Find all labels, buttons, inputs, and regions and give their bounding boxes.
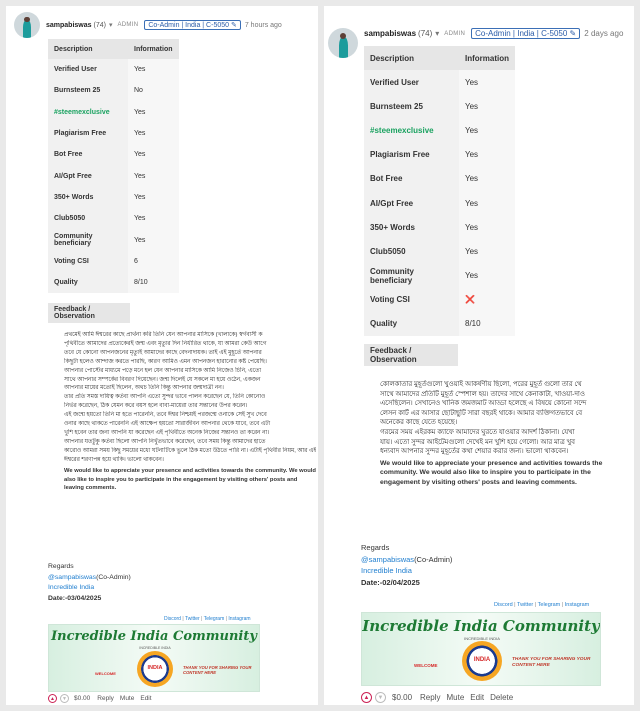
row-value: 8/10	[128, 272, 179, 293]
row-label: Plagiarism Free	[48, 123, 128, 144]
banner-emblem-text: INDIA	[147, 665, 163, 671]
appreciation-text: • We would like to appreciate your presence and activities towards the community. We would also like to inspire you to participate in the engagement by visiting others' posts and leaving comments.	[64, 467, 316, 494]
downvote-icon[interactable]: ▼	[375, 692, 386, 703]
feedback-heading: Feedback / Observation	[48, 303, 130, 323]
community-badge[interactable]: Co-Admin | India | C-5050 ✎	[144, 20, 241, 30]
row-value: Yes	[459, 264, 515, 288]
regards-text: Regards	[361, 543, 390, 552]
signature-community-link[interactable]: Incredible India	[361, 566, 412, 576]
feedback-list	[380, 380, 632, 488]
banner-welcome: WELCOME	[414, 663, 438, 668]
chevron-down-icon[interactable]: ▾	[435, 29, 440, 38]
row-label: Burnsteem 25	[48, 80, 128, 101]
reputation: (74)	[418, 29, 433, 38]
feedback-item: পৃথিবীতে আমাদের প্রত্যেকেরই জন্ম এবং মৃত্যুর দিন নির্ধারিত থাকে, যা আমরা কেউ আগে	[64, 340, 267, 347]
timestamp[interactable]: 2 days ago	[584, 29, 624, 38]
edit-action[interactable]: Edit	[470, 693, 485, 702]
row-label: Quality	[364, 312, 459, 336]
reputation: (74)	[93, 21, 106, 29]
table-row	[364, 143, 515, 167]
table-row	[48, 229, 179, 250]
feedback-item: কারোও আমরা সময় কিছু সময়ের মধ্যে ঘটনাটিকে ভুলে ঠিক মতো উঠতে পারি না। এটাই পৃথিবীর নিয়ম, আর এই	[64, 447, 316, 454]
banner-subtitle: INCREDIBLE INDIA	[464, 636, 500, 641]
signature-role: (Co-Admin)	[414, 554, 453, 564]
row-value: Yes	[128, 208, 179, 229]
comment-panel-left	[6, 6, 318, 705]
feedback-item: • প্রথমেই আমি ঈশ্বরের কাছে প্রার্থনা করি তিনি যেন আপনার মাসিকে (খালাকে) স্বর্গবাসী ক	[64, 331, 316, 340]
signature	[48, 562, 131, 604]
table-row	[48, 80, 179, 101]
row-label: Bot Free	[364, 167, 459, 191]
signature-role: (Co-Admin)	[96, 573, 131, 581]
row-value: Yes	[459, 167, 515, 191]
comment-panel-right	[324, 6, 634, 705]
appreciation-text: • We would like to appreciate your presence and activities towards the community. We would also like to inspire you to participate in the engagement by visiting others' posts and leaving comments.	[380, 459, 632, 488]
row-label: #steemexclusive	[48, 102, 128, 123]
table-row	[364, 215, 515, 239]
community-banner	[48, 624, 260, 692]
row-value: Yes	[128, 102, 179, 123]
share-link-instagram[interactable]: Instagram	[564, 602, 590, 608]
feedback-item: সাথে আমাদের প্রতিটি মুহূর্ত স্পেশাল হয়। তাদের সাথে কেনাকাটা, খাওয়া-দাও	[380, 390, 585, 398]
row-label: Bot Free	[48, 144, 128, 165]
row-value: 6	[128, 251, 179, 272]
comment-footer	[361, 692, 513, 703]
share-links: Discord | Twitter | Telegram | Instagram	[164, 616, 251, 622]
share-link-telegram[interactable]: Telegram	[537, 602, 561, 608]
reply-action[interactable]: Reply	[97, 695, 114, 702]
row-label: Quality	[48, 272, 128, 293]
row-value: 8/10	[459, 312, 515, 336]
row-label: 350+ Words	[364, 215, 459, 239]
table-header	[364, 46, 515, 70]
share-link-telegram[interactable]: Telegram	[203, 616, 225, 622]
share-link-instagram[interactable]: Instagram	[228, 616, 251, 622]
share-link-twitter[interactable]: Twitter	[184, 616, 200, 622]
feedback-item: • এই জন্মে হয়তো তিনি মা হতে পারেননি, তবে ঈশ্বর নিশ্চয়ই পরজন্মে ওনাকে সেই সুখ দেবে	[64, 411, 316, 420]
row-value: Yes	[459, 191, 515, 215]
feedback-item: ওনার কাছে থাকতে পারেননি এই আক্ষেপ হয়তো সারাজীবন আপনার থেকে যাবে, তবে এটা	[64, 421, 271, 428]
signature-date: Date:-03/04/2025	[48, 594, 102, 602]
table-row	[48, 272, 179, 293]
edit-action[interactable]: Edit	[140, 695, 152, 702]
comment-actions	[97, 695, 151, 702]
table-row	[364, 239, 515, 263]
downvote-icon[interactable]: ▼	[60, 694, 69, 703]
table-header-information: Information	[459, 46, 515, 70]
table-row	[364, 288, 515, 312]
feedback-item: নির্ভর করেছেন, ঠিক যেমন করে বয়স হলে বাবা-মায়েরা তার সন্তানের উপর করেন।	[64, 403, 248, 410]
role-label: ADMIN	[444, 30, 466, 37]
comment-actions	[420, 693, 513, 702]
feedback-item: তবে যে কোনো আপনজনের মৃত্যুই আমাদের কাছে বেদনাদায়ক। তাই এই মুহূর্তে আপনার	[64, 349, 262, 356]
banner-thanks: THANK YOU FOR SHARING YOUR CONTENT HERE	[183, 665, 252, 676]
row-value: Yes	[128, 187, 179, 208]
table-row	[48, 123, 179, 144]
signature-community-link[interactable]: Incredible India	[48, 584, 95, 592]
row-label: Voting CSI	[48, 251, 128, 272]
row-label: Burnsteem 25	[364, 94, 459, 118]
table-row	[48, 187, 179, 208]
feedback-heading: Feedback / Observation	[364, 344, 458, 366]
chevron-down-icon[interactable]: ▾	[108, 22, 113, 29]
username-link[interactable]: sampabiswas	[46, 21, 92, 29]
table-row	[364, 70, 515, 94]
banner-title: Incredible India Community	[362, 617, 600, 635]
regards-text: Regards	[48, 563, 74, 570]
row-label: #steemexclusive	[364, 118, 459, 142]
share-link-twitter[interactable]: Twitter	[517, 602, 534, 608]
row-label: Plagiarism Free	[364, 143, 459, 167]
table-row	[48, 59, 179, 80]
row-value: Yes	[128, 144, 179, 165]
table-row	[364, 191, 515, 215]
table-header-information: Information	[128, 39, 179, 59]
reply-action[interactable]: Reply	[420, 693, 441, 702]
share-links: Discord | Twitter | Telegram | Instagram	[494, 602, 590, 608]
feedback-item: • তার প্রতি সমস্ত দায়িত্ব কর্তব্য আপনি এতো সুন্দর ভাবে পালন করেছেন যে, তিনি কোনোও	[64, 393, 316, 402]
feedback-item: আপনার মায়ের মতোই ছিলেন, অথচ তিনি কিন্তু আপনার জন্মদাত্রী নন।	[64, 385, 224, 392]
table-row	[364, 94, 515, 118]
role-label: ADMIN	[117, 22, 139, 28]
table-header-description: Description	[364, 46, 459, 70]
share-link-discord[interactable]: Discord	[494, 602, 513, 608]
feedback-item: ধন্যবাদ আপনার সুন্দর মুহূর্তের কথা শেয়ার করার জন্য। ভালো থাকবেন।	[380, 448, 569, 456]
table-header	[48, 39, 179, 59]
payout-value[interactable]: $0.00	[74, 695, 91, 702]
username-link[interactable]: sampabiswas	[364, 29, 417, 38]
feedback-item: • লেসন কার্ট এর আসার ছোটাছুটি সারা বছরই থাকে। আমার ব্যক্তিগতভাবে বে	[380, 409, 632, 419]
feedback-item: ঈশ্বরের শরণাপন্ন হয়ে থাকি। ভালো থাকবেন।	[64, 456, 164, 463]
mute-action[interactable]: Mute	[119, 695, 135, 702]
signature-user-link[interactable]: @sampabiswas	[361, 554, 415, 564]
feedback-list	[64, 331, 316, 493]
row-value: ❌	[459, 288, 515, 312]
feedback-item: • আপনার পোস্টের মাধ্যমে পড়ে মনে হল যেন আপনার মাসিকে আমি নিজেও চিনি, এতো	[64, 367, 316, 376]
banner-emblem-text: INDIA	[473, 657, 491, 663]
row-label: Community beneficiary	[48, 229, 128, 250]
review-table	[48, 39, 179, 293]
comment-header	[46, 20, 282, 30]
feedback-item: সাথে আপনার সম্পর্কের বিবরণ দিয়েছেন। জন্ম দিলেই যে সকলে মা হয়ে ওঠেন, একজন	[64, 376, 261, 383]
payout-value[interactable]: $0.00	[392, 693, 413, 702]
table-row	[364, 264, 515, 288]
feedback-item: খুশি হবেন তার জন্য আপনি যা করেছেন এই পৃথিবীতে অনেক নিজের সন্তানও তা করেন না।	[64, 429, 270, 436]
comment-header	[364, 28, 623, 39]
signature	[361, 542, 452, 589]
feedback-item: • কোলকাতার মুহূর্তগুলো খুওয়াই আকর্ষণীয় ছিলো, পরের মুহূর্ত গুলো তার থে	[380, 380, 632, 390]
mute-action[interactable]: Mute	[446, 693, 465, 702]
banner-thanks: THANK YOU FOR SHARING YOUR CONTENT HERE	[512, 657, 591, 668]
row-label: AI/Gpt Free	[48, 165, 128, 186]
row-label: 350+ Words	[48, 187, 128, 208]
row-value: Yes	[128, 123, 179, 144]
row-label: Community beneficiary	[364, 264, 459, 288]
row-label: Club5050	[48, 208, 128, 229]
timestamp[interactable]: 7 hours ago	[244, 21, 282, 29]
avatar[interactable]	[14, 12, 40, 38]
review-table	[364, 46, 515, 336]
feedback-item: এসেছিলেন। সেখানেও খানিক জমজমাট আড্ডা হলেছে এ বিষয়ে কোনো সন্দে	[380, 400, 587, 408]
table-row	[48, 208, 179, 229]
row-value: Yes	[128, 229, 179, 250]
signature-user-link[interactable]: @sampabiswas	[48, 573, 97, 581]
row-value: No	[128, 80, 179, 101]
banner-welcome: WELCOME	[95, 671, 116, 676]
row-value: Yes	[459, 239, 515, 263]
row-value: Yes	[128, 59, 179, 80]
row-value: Yes	[459, 143, 515, 167]
row-label: AI/Gpt Free	[364, 191, 459, 215]
row-value: Yes	[459, 94, 515, 118]
table-header-description: Description	[48, 39, 128, 59]
feedback-item: • আপনার যতটুকু কর্তব্য ছিলো আপনি নিখুঁতভাবে করেছেন, তবে সময় কিন্তু আমাদের হাতে	[64, 438, 316, 447]
comment-footer	[48, 694, 152, 703]
share-link-discord[interactable]: Discord	[164, 616, 181, 622]
banner-title: Incredible India Community	[51, 629, 257, 644]
row-label: Voting CSI	[364, 288, 459, 312]
upvote-icon[interactable]: ▲	[361, 692, 372, 703]
table-row	[48, 165, 179, 186]
table-row	[48, 251, 179, 272]
feedback-item: যায়। এতো সুন্দর আইটেমগুলো দেখেই মন খুশি হয়ে গেলো। আর মাত্র খুব	[380, 438, 575, 446]
feedback-item: কিছুটা হলেও আন্দাজ করতে পারছি, কারণ আমিও এমন আপনজন হারানোর কষ্ট পেয়েছি।	[64, 358, 267, 365]
banner-subtitle: INCREDIBLE INDIA	[139, 646, 171, 650]
feedback-item: • গরমের সময় এইরকম ক্যাফে আমাদের ঘুরতে যাওয়ার আদর্শ ঠিকানা। যেখা	[380, 428, 632, 438]
community-badge[interactable]: Co-Admin | India | C-5050 ✎	[471, 28, 580, 39]
row-label: Verified User	[48, 59, 128, 80]
row-label: Club5050	[364, 239, 459, 263]
feedback-item: অনেকের কাছে যেতে হয়েছে।	[380, 419, 458, 427]
table-row	[48, 144, 179, 165]
signature-date: Date:-02/04/2025	[361, 577, 420, 587]
row-value: Yes	[459, 70, 515, 94]
table-row	[364, 167, 515, 191]
community-banner	[361, 612, 601, 686]
delete-action[interactable]: Delete	[490, 693, 514, 702]
row-value: Yes	[459, 118, 515, 142]
avatar[interactable]	[328, 28, 358, 58]
row-label: Verified User	[364, 70, 459, 94]
table-row	[364, 118, 515, 142]
table-row	[364, 312, 515, 336]
row-value: Yes	[128, 165, 179, 186]
row-value: Yes	[459, 215, 515, 239]
upvote-icon[interactable]: ▲	[48, 694, 57, 703]
table-row	[48, 102, 179, 123]
